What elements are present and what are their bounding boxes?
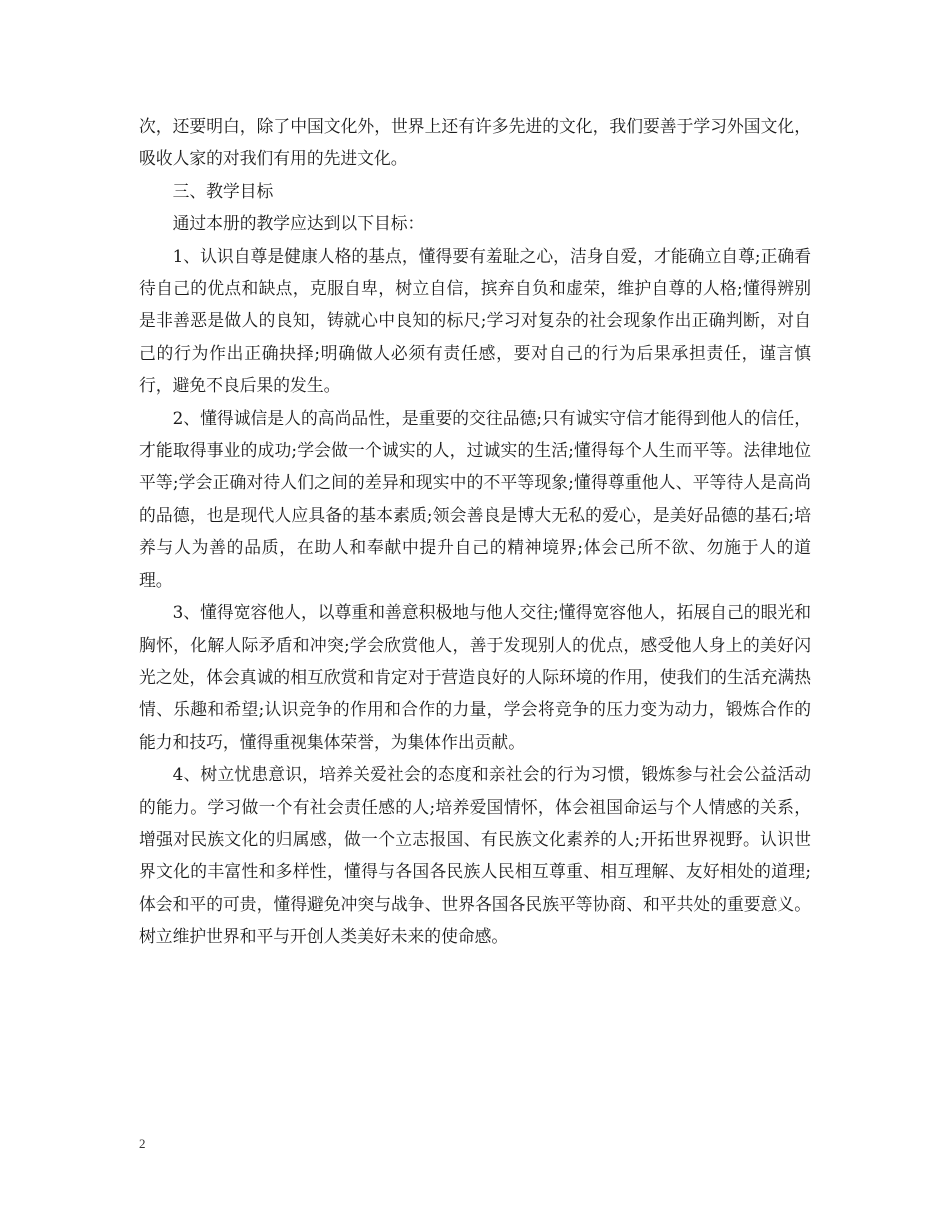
section-heading-teaching-goals: 三、教学目标 <box>172 180 274 201</box>
paragraph-goal-3: 3、懂得宽容他人，以尊重和善意积极地与他人交往;懂得宽容他人，拓展自己的眼光和胸怀，化解人际矛盾和冲突;学会欣赏他人，善于发现别人的优点，感受他人身上的美好闪光之处，体会真诚的相互欣赏和肯定对于营造良好的人际环境的作用，使我们的生活充满热情、乐趣和希望;认识竞争的作用和合作的力量，学会将竞争的压力变为动力，锻炼合作的能力和技巧，懂得重视集体荣誉，为集体作出贡献。 <box>139 602 811 752</box>
page-number: 2 <box>139 1136 146 1151</box>
paragraph-goal-1: 1、认识自尊是健康人格的基点，懂得要有羞耻之心，洁身自爱，才能确立自尊;正确看待自己的优点和缺点，克服自卑，树立自信，摈弃自负和虚荣，维护自尊的人格;懂得辨别是非善恶是做人的良知，铸就心中良知的标尺;学习对复杂的社会现象作出正确判断，对自己的行为作出正确抉择;明确做人必须有责任感，要对自己的行为后果承担责任，谨言慎行，避免不良后果的发生。 <box>139 245 811 396</box>
paragraph-goal-2: 2、懂得诚信是人的高尚品性，是重要的交往品德;只有诚实守信才能得到他人的信任，才能取得事业的成功;学会做一个诚实的人，过诚实的生活;懂得每个人生而平等。法律地位平等;学会正确对待人们之间的差异和现实中的不平等现象;懂得尊重他人、平等待人是高尚的品德，也是现代人应具备的基本素质;领会善良是博大无私的爱心，是美好品德的基石;培养与人为善的品质，在助人和奉献中提升自己的精神境界;体会己所不欲、勿施于人的道理。 <box>139 407 811 590</box>
document-body <box>139 110 811 953</box>
paragraph-intro: 通过本册的教学应达到以下目标： <box>172 213 425 234</box>
paragraph-goal-4: 4、树立忧患意识，培养关爱社会的态度和亲社会的行为习惯，锻炼参与社会公益活动的能力。学习做一个有社会责任感的人;培养爱国情怀，体会祖国命运与个人情感的关系，增强对民族文化的归属感，做一个立志报国、有民族文化素养的人;开拓世界视野。认识世界文化的丰富性和多样性，懂得与各国各民族人民相互尊重、相互理解、友好相处的道理;体会和平的可贵，懂得避免冲突与战争、世界各国各民族平等协商、和平共处的重要意义。树立维护世界和平与开创人类美好未来的使命感。 <box>139 764 811 947</box>
paragraph-continuation: 次，还要明白，除了中国文化外，世界上还有许多先进的文化，我们要善于学习外国文化，吸收人家的对我们有用的先进文化。 <box>139 116 811 169</box>
